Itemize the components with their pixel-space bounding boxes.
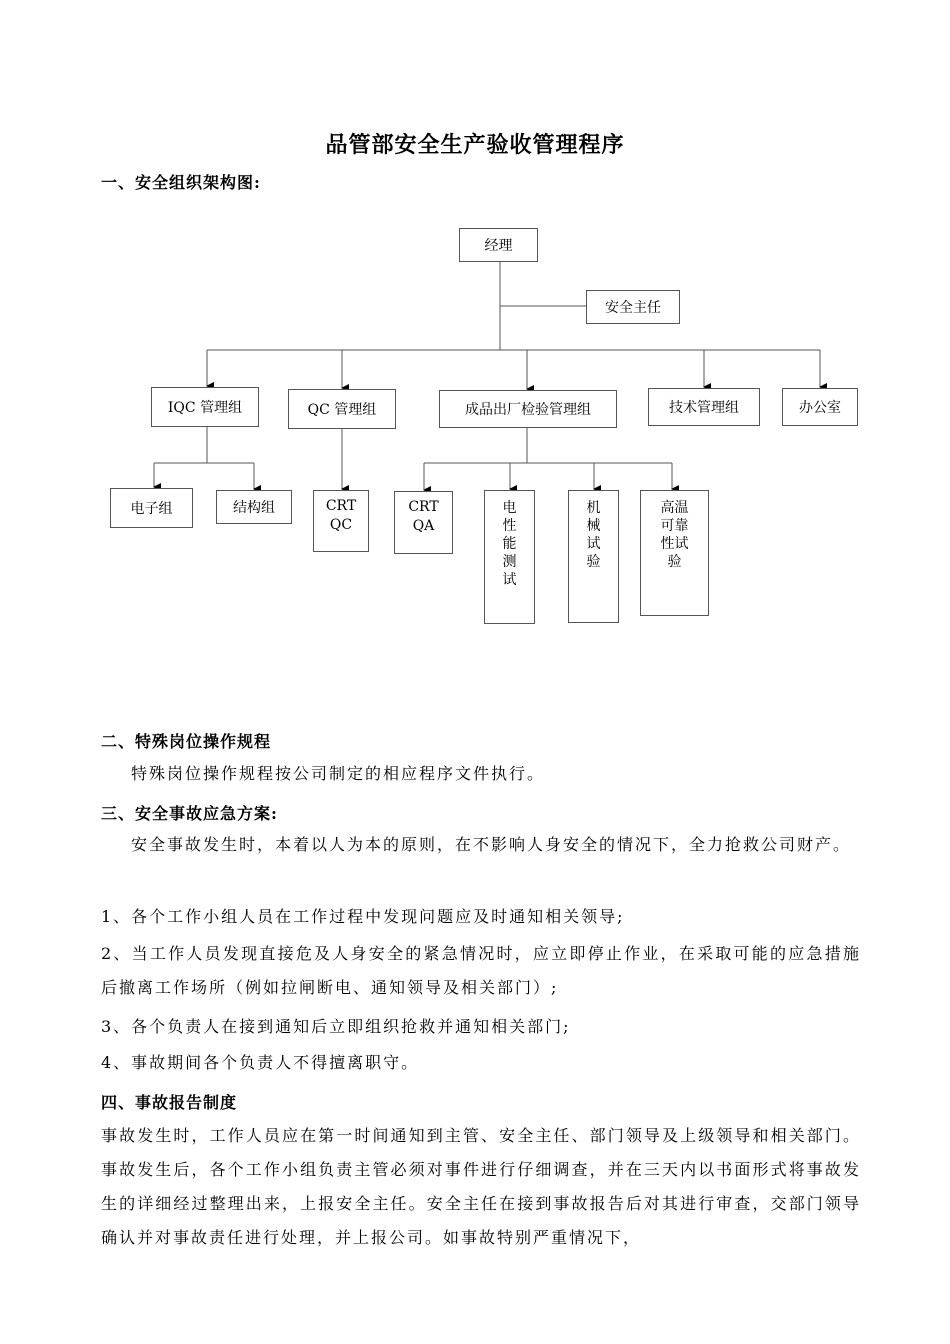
- org-box-elec-test: [484, 490, 535, 624]
- org-box-iqc: IQC 管理组: [151, 387, 259, 427]
- elec-test-char-2: 性: [502, 518, 517, 534]
- elec-test-char-3: 能: [502, 536, 517, 552]
- org-box-safety-director: 安全主任: [586, 290, 680, 324]
- org-box-electronic: 电子组: [110, 488, 193, 528]
- org-box-tech: 技术管理组: [648, 388, 760, 426]
- elec-test-char-4: 测: [502, 554, 517, 570]
- org-box-office: 办公室: [782, 388, 858, 426]
- crt-qc-line-2: QC: [329, 517, 353, 533]
- org-box-structure: 结构组: [216, 490, 292, 524]
- accident-report-text: 事故发生时，工作人员应在第一时间通知到主管、安全主任、部门领导及上级领导和相关部门。事故发生后，各个工作小组负责主管必须对事件进行仔细调查，并在三天内以书面形式将事故发生的详细经过整理出来，上报安全主任。安全主任在接到事故报告后对其进行审查，交部门领导确认并对事故责任进行处理，并上报公司。如事故特别严重情况下，: [101, 1126, 861, 1247]
- emergency-item-2: 2、当工作人员发现直接危及人身安全的紧急情况时，应立即停止作业，在采取可能的应急措施后撤离工作场所（例如拉闸断电、通知领导及相关部门）;: [101, 944, 861, 997]
- crt-qa-line-1: CRT: [408, 499, 439, 515]
- high-temp-line-4: 验: [667, 554, 682, 570]
- special-posts-text: 特殊岗位操作规程按公司制定的相应程序文件执行。: [131, 764, 546, 783]
- elec-test-char-1: 电: [502, 500, 517, 516]
- org-box-mech-test: [568, 490, 619, 623]
- mech-test-char-1: 机: [586, 500, 601, 516]
- org-box-high-temp: [640, 490, 709, 616]
- page-title: 品管部安全生产验收管理程序: [325, 132, 625, 158]
- emergency-item-4: 4、事故期间各个负责人不得擅离职守。: [101, 1053, 420, 1072]
- org-box-qc: QC 管理组: [288, 389, 396, 429]
- section-heading-emergency: 三、安全事故应急方案:: [101, 804, 278, 823]
- org-box-crt-qc: [313, 490, 369, 552]
- section-heading-org-chart: 一、安全组织架构图:: [101, 173, 261, 192]
- emergency-item-1: 1、各个工作小组人员在工作过程中发现问题应及时通知相关领导;: [101, 907, 625, 926]
- crt-qc-line-1: CRT: [325, 498, 357, 514]
- section-heading-special-posts: 二、特殊岗位操作规程: [101, 732, 272, 751]
- crt-qa-line-2: QA: [412, 518, 435, 534]
- org-box-finished-inspection: 成品出厂检验管理组: [439, 390, 617, 428]
- emergency-intro: 安全事故发生时，本着以人为本的原则，在不影响人身安全的情况下，全力抢救公司财产。: [131, 835, 852, 854]
- org-box-manager: 经理: [459, 228, 538, 262]
- high-temp-line-2: 可靠: [660, 518, 689, 534]
- section-heading-accident-report: 四、事故报告制度: [101, 1093, 238, 1112]
- high-temp-line-1: 高温: [660, 500, 689, 516]
- mech-test-char-3: 试: [586, 536, 601, 552]
- high-temp-line-3: 性试: [660, 536, 689, 552]
- mech-test-char-2: 械: [586, 518, 601, 534]
- mech-test-char-4: 验: [586, 554, 601, 570]
- org-box-crt-qa: [394, 491, 453, 554]
- elec-test-char-5: 试: [502, 572, 517, 588]
- emergency-item-3: 3、各个负责人在接到通知后立即组织抢救并通知相关部门;: [101, 1017, 571, 1036]
